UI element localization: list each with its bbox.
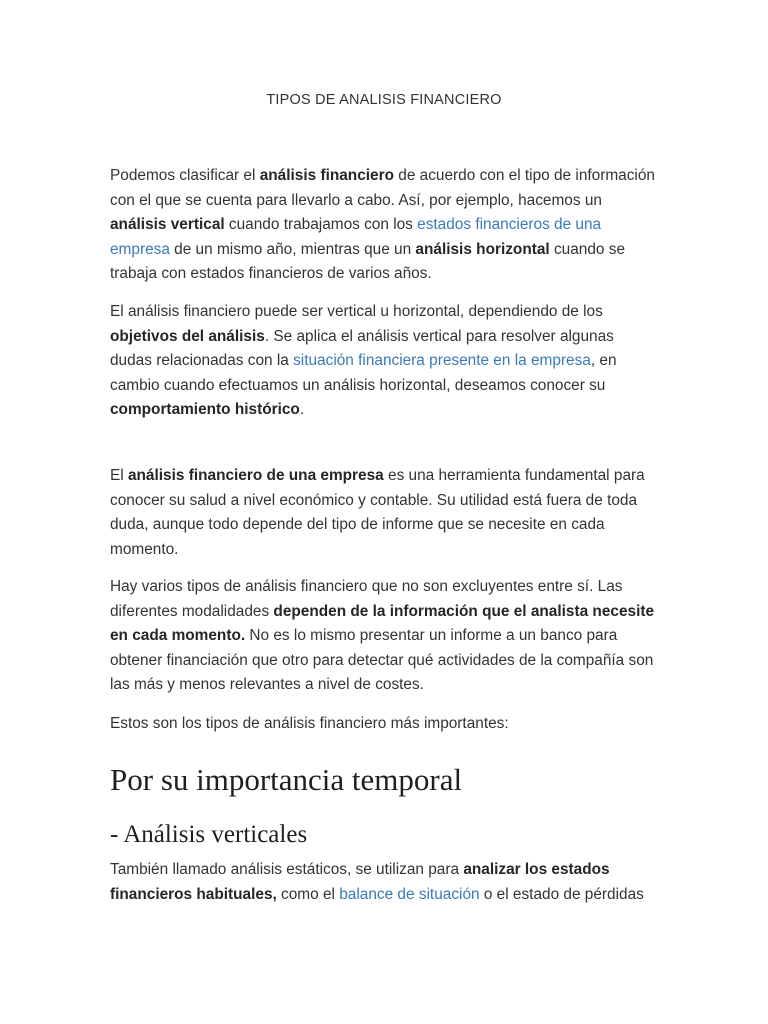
text: , en cambio cuando efectuamos un análisis horizontal, deseamos conocer su [110,352,617,394]
text: Podemos clasificar el [110,167,260,184]
bold-analisis-financiero: análisis financiero [259,167,394,184]
bold-estados-habituales: analizar los estados financieros habituales, [110,861,610,903]
bold-objetivos-del-analisis: objetivos del análisis [110,327,265,345]
text: No es lo mismo presentar un informe a un banco para obtener financiación que otro para detectar qué actividades de la compañía son las más y menos relevantes a nivel de costes. [110,627,654,694]
heading-analisis-verticales: - Análisis verticales [110,821,308,848]
text: o el estado de pérdidas [479,885,644,903]
text: . [299,401,305,419]
document-title: TIPOS DE ANALISIS FINANCIERO [266,92,502,108]
link-estados-financieros[interactable]: estados financieros de una empresa [110,216,602,258]
text: Hay varios tipos de análisis financiero que no son excluyentes entre sí. Las diferentes modalidades [110,578,623,620]
text: cuando trabajamos con los [224,216,418,234]
text: de acuerdo con el tipo de información con el que se cuenta para llevarlo a cabo. Así, por ejemplo, hacemos un [110,167,655,209]
paragraph-tipos [110,575,658,698]
link-situacion-financiera[interactable]: situación financiera presente en la empresa [293,352,591,370]
paragraph-importantes [110,712,658,737]
paragraph-intro [110,164,658,287]
text: como el [276,885,340,903]
paragraph-verticales [110,858,658,907]
text: También llamado análisis estáticos, se utilizan para [110,861,464,878]
bold-dependen-informacion: dependen de la información que el analista necesite en cada momento. [110,602,655,645]
text: El análisis financiero puede ser vertical u horizontal, dependiendo de los [110,303,603,320]
text: . Se aplica el análisis vertical para resolver algunas dudas relacionadas con la [110,327,614,370]
text: de un mismo año, mientras que un [169,240,416,258]
bold-analisis-horizontal: análisis horizontal [415,240,550,258]
text: El [110,467,128,484]
paragraph-vertical-horizontal [110,300,658,423]
heading-importancia-temporal: Por su importancia temporal [110,762,463,797]
bold-analisis-vertical: análisis vertical [110,216,225,234]
paragraph-herramienta [110,464,658,562]
link-balance-situacion[interactable]: balance de situación [339,885,480,903]
bold-comportamiento-historico: comportamiento histórico [110,401,300,419]
bold-analisis-empresa: análisis financiero de una empresa [127,467,384,484]
text: cuando se trabaja con estados financieros de varios años. [110,240,626,283]
text: es una herramienta fundamental para conocer su salud a nivel económico y contable. Su utilidad está fuera de toda duda, aunque todo depende del tipo de informe que se necesite en cada momento. [110,467,645,558]
text: Estos son los tipos de análisis financiero más importantes: [110,715,509,732]
